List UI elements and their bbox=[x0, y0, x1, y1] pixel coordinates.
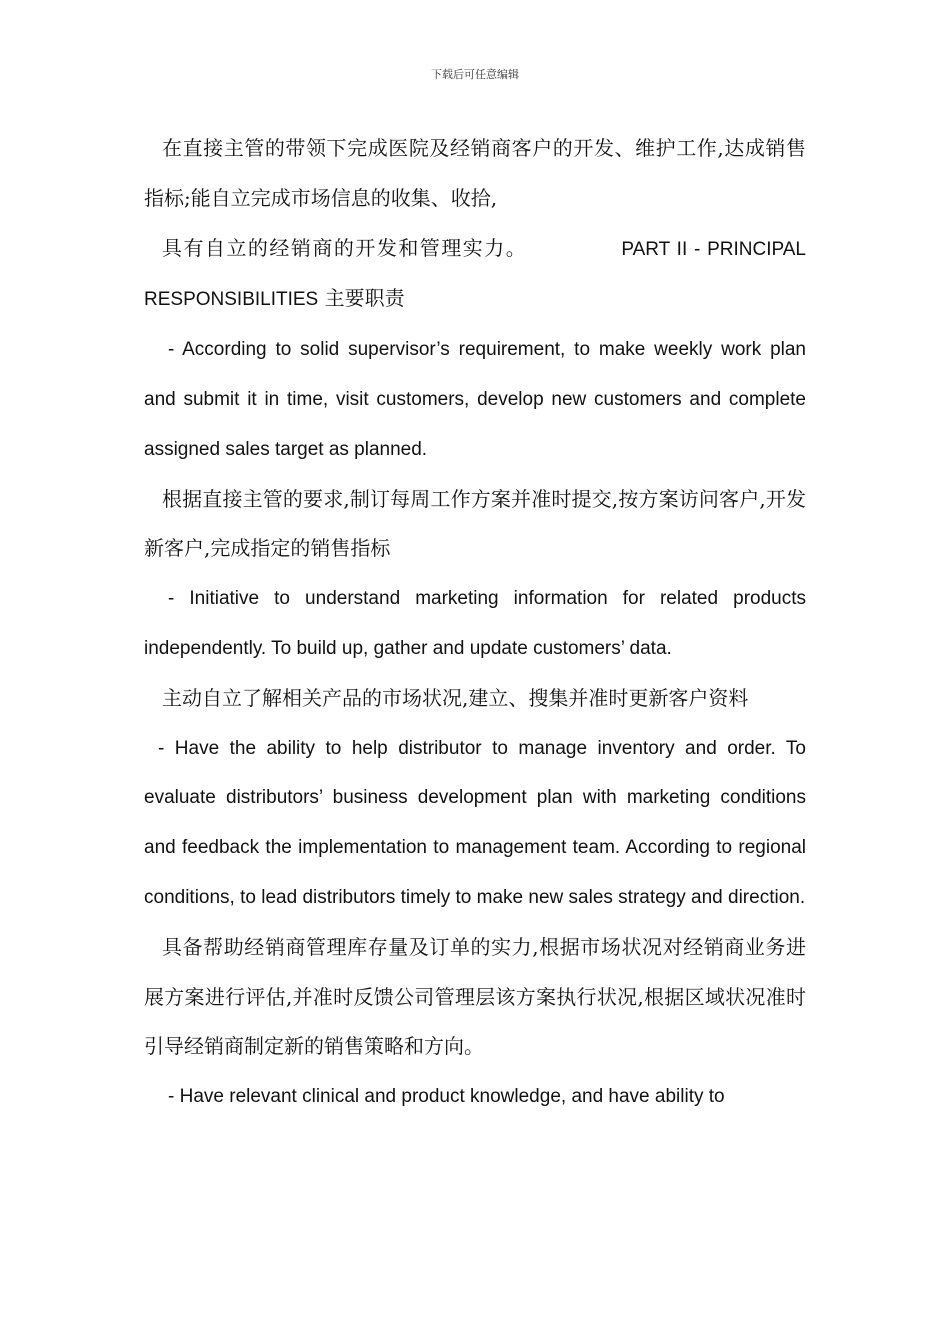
paragraph-responsibility-2-zh: 主动自立了解相关产品的市场状况,建立、搜集并准时更新客户资料 bbox=[162, 685, 749, 710]
paragraph-responsibility-3-en: - Have the ability to help distributor to manage inventory and order. To evaluate distributors’ business development plan with marketing conditions and feedback the implementation to management team. According to regional conditions, to lead distributors timely to make new sales strategy and direction. bbox=[144, 737, 806, 908]
document-body bbox=[144, 124, 806, 1122]
paragraph-responsibility-2-en: - Initiative to understand marketing information for related products independently. To build up, gather and update customers’ data. bbox=[144, 588, 806, 659]
heading-gap bbox=[527, 236, 621, 260]
paragraph-responsibility-4-en: - Have relevant clinical and product knowledge, and have ability to bbox=[168, 1086, 725, 1108]
ability-statement-zh: 具有自立的经销商的开发和管理实力。 bbox=[162, 235, 528, 260]
section-heading-zh: 主要职责 bbox=[318, 286, 405, 311]
paragraph-intro-zh: 在直接主管的带领下完成医院及经销商客户的开发、维护工作,达成销售指标;能自立完成市场信息的收集、收拾, bbox=[144, 136, 806, 210]
paragraph-responsibility-3-zh: 具备帮助经销商管理库存量及订单的实力,根据市场状况对经销商业务进展方案进行评估,并准时反馈公司管理层该方案执行状况,根据区域状况准时引导经销商制定新的销售策略和方向。 bbox=[144, 934, 806, 1059]
paragraph-responsibility-1-zh: 根据直接主管的要求,制订每周工作方案并准时提交,按方案访问客户,开发新客户,完成指定的销售指标 bbox=[144, 486, 806, 561]
section-heading-en: PART II - PRINCIPAL RESPONSIBILITIES bbox=[144, 238, 806, 311]
page-header: 下载后可任意编辑 bbox=[431, 68, 519, 81]
paragraph-section-heading bbox=[144, 224, 806, 326]
paragraph-responsibility-1-en: - According to solid supervisor’s requirement, to make weekly work plan and submit it in time, visit customers, develop new customers and complete assigned sales target as planned. bbox=[144, 339, 806, 460]
